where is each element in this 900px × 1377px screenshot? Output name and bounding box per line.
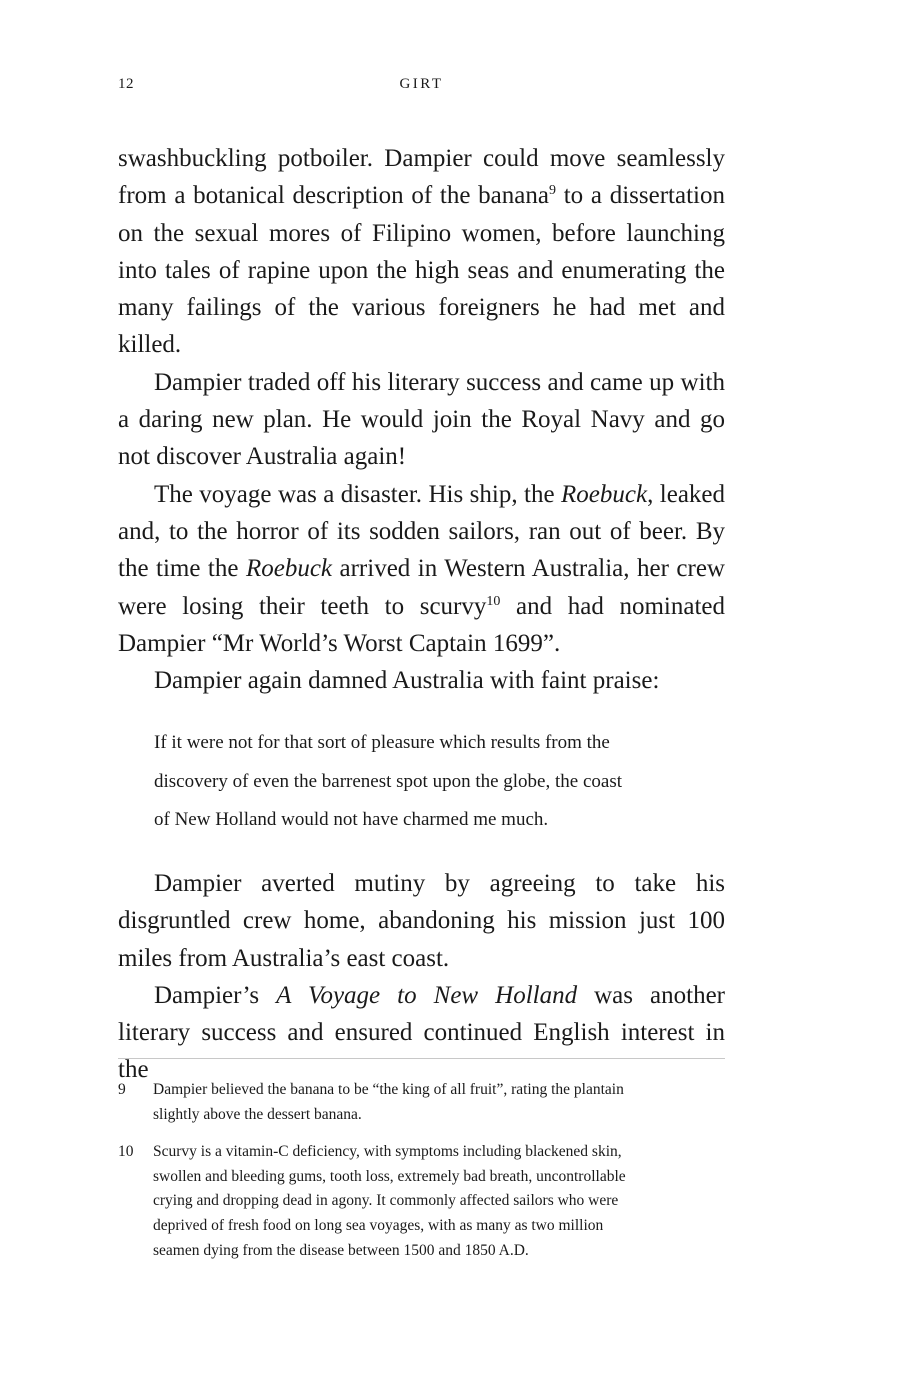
running-head (118, 76, 725, 96)
footnote-line: crying and dropping dead in agony. It commonly affected sailors who were (153, 1192, 619, 1210)
paragraph-1-text-b: to a dissertation on the sexual mores of Filipino women, before launching into tales of rapine upon the high seas and enumerating the many failings of the various foreigners he had met and killed. (118, 182, 725, 359)
footnote-line: slightly above the dessert banana. (153, 1105, 362, 1123)
footnote-ref-9[interactable]: 9 (548, 183, 556, 199)
footnote-line: deprived of fresh food on long sea voyages, with as many as two million (153, 1216, 604, 1234)
footnote-ref-10[interactable]: 10 (486, 593, 501, 609)
footnote-divider (118, 1058, 725, 1059)
quote-line-3: of New Holland would not have charmed me much. (154, 809, 549, 831)
book-title: GIRT (399, 76, 444, 92)
book-title-reference: A Voyage to New Holland (276, 981, 578, 1009)
footnote-line: Scurvy is a vitamin-C deficiency, with symptoms including blackened skin, (153, 1143, 622, 1161)
paragraph-5: Dampier averted mutiny by agreeing to take his disgruntled crew home, abandoning his mission just 100 miles from Australia’s east coast. (118, 869, 725, 972)
footnote-line: Dampier believed the banana to be “the king of all fruit”, rating the plantain (153, 1081, 624, 1098)
ship-name-roebuck-2: Roebuck (245, 555, 333, 583)
quote-line-2: discovery of even the barrenest spot upon the globe, the coast (154, 770, 622, 792)
footnote-number: 9 (118, 1081, 126, 1098)
footnote-9 (118, 1078, 725, 1127)
body-text (118, 140, 725, 1089)
paragraph-3 (118, 476, 725, 662)
block-quote (154, 724, 694, 840)
footnote-text (153, 1140, 725, 1263)
footnotes (118, 1078, 725, 1276)
footnote-line: seamen dying from the disease between 1500 and 1850 A.D. (153, 1241, 529, 1259)
paragraph-3-text-c: arrived in Western Australia, her crew were losing their teeth to scurvy (118, 555, 725, 620)
ship-name-roebuck: Roebuck (561, 480, 648, 508)
paragraph-3-text-a: The voyage was a disaster. His ship, the (154, 480, 562, 508)
paragraph-4: Dampier again damned Australia with faint praise: (154, 667, 660, 695)
page-number: 12 (118, 76, 134, 92)
paragraph-3-text-b: , leaked and, to the horror of its sodden sailors, ran out of beer. By the time the (118, 480, 726, 583)
paragraph-6-text-a: Dampier’s (154, 981, 277, 1009)
paragraph-6-text-b: was another literary success and ensured continued English interest in the (118, 981, 725, 1084)
footnote-line: swollen and bleeding gums, tooth loss, extremely bad breath, uncontrollable (153, 1167, 626, 1185)
footnote-text (153, 1078, 725, 1127)
paragraph-1-line-1: swashbuckling potboiler. Dampier could move seamlessly (118, 145, 725, 172)
footnote-10 (118, 1140, 725, 1263)
paragraph-1 (118, 140, 725, 364)
paragraph-1-text-a: from a botanical description of the banana (118, 182, 549, 210)
paragraph-6 (118, 977, 725, 1089)
paragraph-3-text-d: and had nominated Dampier “Mr World’s Worst Captain 1699”. (118, 592, 725, 657)
paragraph-2: Dampier traded off his literary success and came up with a daring new plan. He would join the Royal Navy and go not discover Australia again! (118, 368, 725, 471)
footnote-number: 10 (118, 1143, 134, 1161)
quote-line-1: If it were not for that sort of pleasure which results from the (154, 732, 610, 754)
